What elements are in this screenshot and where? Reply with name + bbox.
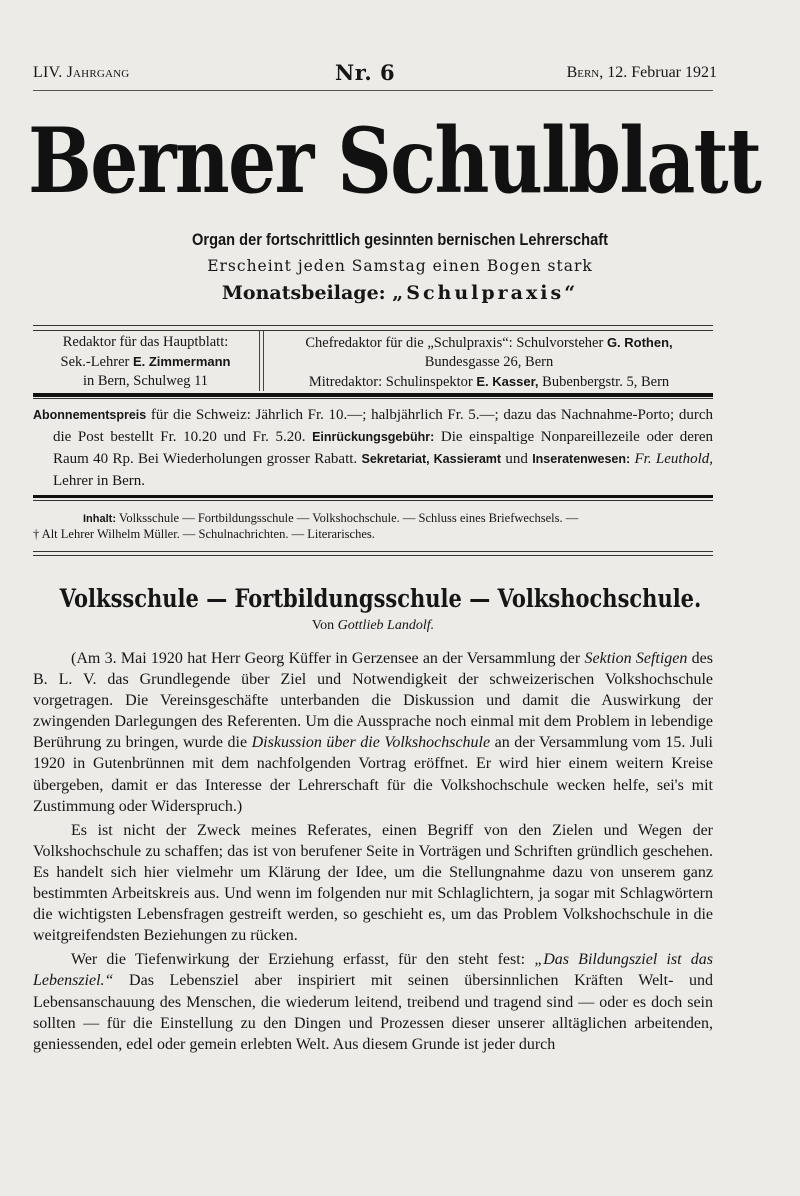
column-divider xyxy=(259,331,264,391)
advertising-label: Inseratenwesen: xyxy=(532,452,631,466)
place: Bern xyxy=(566,64,600,81)
conjunction: und xyxy=(501,451,533,467)
insertion-fee-label: Einrückungsgebühr: xyxy=(312,430,435,444)
volume-label: Jahrgang xyxy=(66,64,130,81)
issue-number: Nr. 6 xyxy=(335,60,396,85)
subscription-price-label: Abonnementspreis xyxy=(33,408,147,422)
chief-editor-address: Bundesgasse 26, Bern xyxy=(424,354,554,370)
main-editor-name-line xyxy=(33,352,258,372)
main-editor-address: in Bern, Schulweg 11 xyxy=(82,373,209,389)
p1-emphasis-2: Diskussion über die Volkshochschule xyxy=(251,734,491,752)
subscription-info xyxy=(33,404,713,492)
p1-text-a: (Am 3. Mai 1920 hat Herr Georg Küffer in Gerzensee an der Versammlung der xyxy=(71,650,585,667)
contents-line-2: † Alt Lehrer Wilhelm Müller. — Schulnachrichten. — Literarisches. xyxy=(33,527,375,541)
co-editor-title: Schulinspektor xyxy=(382,374,477,390)
contents-line-1 xyxy=(33,511,713,527)
publication-frequency: Erscheint jeden Samstag einen Bogen stark xyxy=(207,257,593,275)
monthly-supplement xyxy=(0,282,800,304)
p1-text-c: an der Versammlung vom 15. Juli 1920 in Gutenbrünnen mit dem nachfolgenden Vortrag eröffnet. Er wird hier einem weitern Kreise übergeben, damit er das Interesse der Lehrerschaft für die Volkshochschule wecken helfe, sei's mit Zustimmung oder Widerspruch.) xyxy=(33,734,713,815)
main-editor-title: Sek.-Lehrer xyxy=(60,354,133,370)
article-paragraph-1 xyxy=(33,648,713,817)
insertion-fee-text: Die einspaltige Nonpareillezeile oder deren Raum 40 Rp. Bei Wiederholungen grosser Rabatt. xyxy=(53,429,714,467)
supplement-label: Monatsbeilage: xyxy=(221,282,386,304)
p3-text-b: Das Lebensziel aber inspiriert mit seinen übersinnlichen Kräften Welt- und Lebensanschauung des Menschen, die wiederum leitend, treibend und tragend sind — oder es doch sein sollten — für die Einstellung zu den Dingen und Prozessen dieser unserer alltäglichen arbeitenden, geniessenden, edel oder gemein erlebten Welt. Aus diesem Grunde ist jeder durch xyxy=(33,972,713,1053)
chief-editor-line xyxy=(265,333,713,353)
co-editor-line xyxy=(265,372,713,392)
byline-prefix: Von xyxy=(311,618,338,633)
article-title: Volksschule — Fortbildungsschule — Volkshochschule. xyxy=(59,584,702,613)
contents-bottom-rule xyxy=(33,551,713,556)
volume xyxy=(33,64,129,82)
secretariat-label: Sekretariat, Kassieramt xyxy=(361,452,502,466)
p3-text-a: Wer die Tiefenwirkung der Erziehung erfasst, für den steht fest: xyxy=(71,951,535,969)
p1-text-b: des B. L. V. das Grundlegende über Ziel und Notwendigkeit der schweizerischen Volkshochschule vorgetragen. Die Vereinsgeschäfte unterbanden die Diskussion und damit die Auswirkung der zwingenden Darlegungen des Referenten. Um die Aussprache noch einmal mit dem Problem in lebendige Berührung zu bringen, wurde die xyxy=(33,650,714,752)
date: , 12. Februar 1921 xyxy=(599,64,717,81)
article-byline xyxy=(0,618,746,634)
issue-date xyxy=(567,64,717,82)
article-paragraph-2: Es ist nicht der Zweck meines Referates, einen Begriff von den Zielen und Wegen der Volkshochschule zu schaffen; das ist von berufener Seite in Vorträgen und Schriften gründlich geschehen. Es handelt sich hier vielmehr um Klärung der Idee, um die Stellungnahme dazu von unserem ganz bestimmten Arbeitskreis aus. Und wenn im folgenden nur mit Schlaglichtern, ja sogar mit Schlagwörtern die wichtigsten Lebensfragen gestreift werden, so geschieht es, um das Problem Volkshochschule in die weitgreifendsten Beziehungen zu rücken. xyxy=(33,821,713,945)
article-author: Gottlieb Landolf. xyxy=(337,618,435,633)
contact-role: Lehrer in Bern. xyxy=(53,473,146,489)
table-of-contents xyxy=(33,511,713,542)
subscription-paragraph xyxy=(33,404,713,492)
supplement-editors xyxy=(265,333,713,392)
p1-emphasis-1: Sektion Seftigen xyxy=(584,650,688,667)
main-editor-role: Redaktor für das Hauptblatt: xyxy=(62,334,229,350)
header-rule xyxy=(33,90,713,91)
editors-box xyxy=(33,331,713,391)
editors-bottom-rule xyxy=(33,393,713,399)
co-editor-label: Mitredaktor: xyxy=(308,374,383,390)
contents-items-1: Volksschule — Fortbildungsschule — Volkshochschule. — Schluss eines Briefwechsels. — xyxy=(116,511,579,525)
article-paragraph-3 xyxy=(33,949,713,1054)
contents-label: Inhalt: xyxy=(83,513,116,525)
supplement-name: „Schulpraxis“ xyxy=(392,282,579,304)
volume-number: LIV. xyxy=(33,64,63,81)
p3-quote: „Das Bildungsziel ist das Lebensziel.“ xyxy=(33,951,713,990)
issue-header xyxy=(33,60,717,86)
contact-person: Fr. Leuthold, xyxy=(634,451,713,467)
article-body xyxy=(33,648,713,1055)
chief-editor-role: Chefredaktor für die „Schulpraxis“: Schulvorsteher xyxy=(305,335,607,351)
subscription-bottom-rule xyxy=(33,495,713,501)
co-editor-address: Bubenbergstr. 5, Bern xyxy=(538,374,670,390)
masthead-subtitle: Organ der fortschrittlich gesinnten bernischen Lehrerschaft xyxy=(192,230,608,249)
main-editor xyxy=(33,333,258,391)
chief-editor-name: G. Rothen, xyxy=(606,335,673,350)
subscription-price-text: für die Schweiz: Jährlich Fr. 10.—; halbjährlich Fr. 5.—; dazu das Nachnahme-Porto; durch die Post bestellt Fr. 10.20 und Fr. 5.20. xyxy=(53,407,713,445)
masthead-title: Berner Schulblatt xyxy=(28,108,761,214)
main-editor-name: E. Zimmermann xyxy=(132,354,231,369)
co-editor-name: E. Kasser, xyxy=(476,374,539,389)
